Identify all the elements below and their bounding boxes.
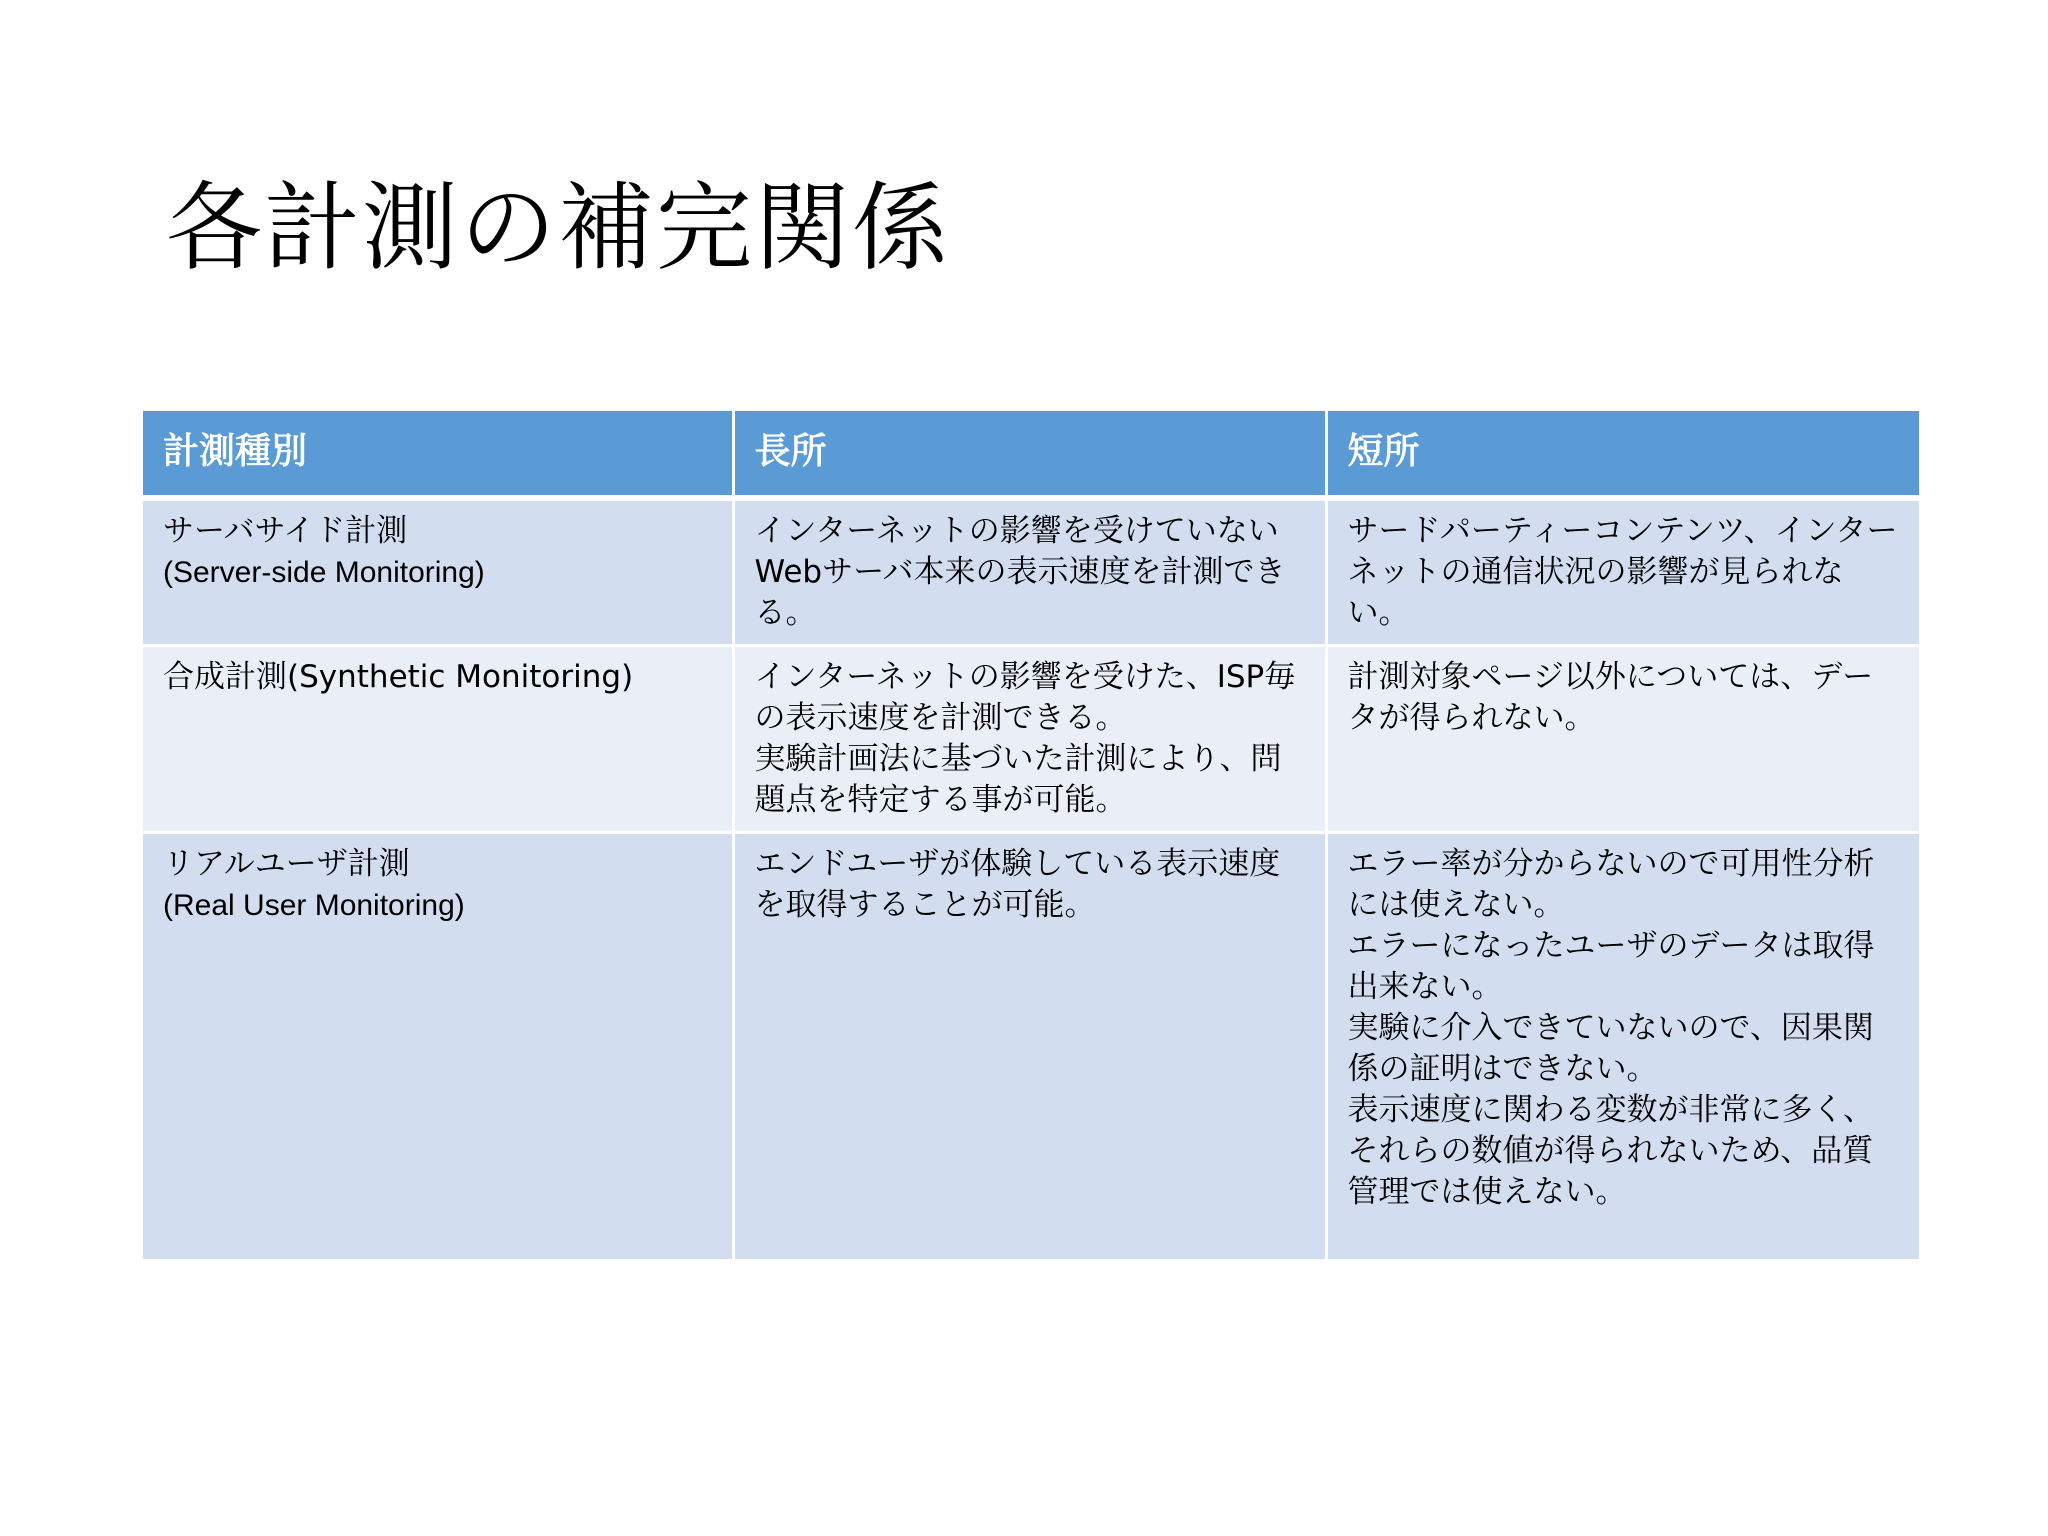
cell-pros — [733, 833, 1326, 1261]
slide-title: 各計測の補完関係 — [166, 172, 950, 284]
cell-type — [143, 833, 733, 1261]
cons-text: 計測対象ページ以外については、データが得られない。 — [1347, 659, 1874, 736]
table-header-row — [143, 411, 1919, 498]
table-row-server-side — [143, 498, 1919, 646]
cell-cons — [1326, 498, 1919, 646]
cons-text: エラー率が分からないので可用性分析には使えない。 — [1347, 846, 1875, 923]
header-pros: 長所 — [733, 411, 1326, 498]
cons-text: 表示速度に関わる変数が非常に多く、それらの数値が得られないため、品質管理では使えない。 — [1347, 1092, 1874, 1210]
cell-pros — [733, 498, 1326, 646]
header-cons: 短所 — [1326, 411, 1919, 498]
cell-cons — [1326, 833, 1919, 1261]
cell-type — [143, 498, 733, 646]
table-row-rum — [143, 833, 1919, 1261]
pros-text: インターネットの影響を受けていないWebサーバ本来の表示速度を計測できる。 — [754, 513, 1286, 631]
type-name: リアルユーザ計測 — [163, 846, 410, 882]
cons-text: 実験に介入できていないので、因果関係の証明はできない。 — [1347, 1010, 1874, 1087]
cons-text: エラーになったユーザのデータは取得出来ない。 — [1347, 928, 1875, 1005]
cell-cons — [1326, 646, 1919, 833]
cell-pros — [733, 646, 1326, 833]
cell-type — [143, 646, 733, 833]
table-row-synthetic — [143, 646, 1919, 833]
type-name: 合成計測(Synthetic Monitoring) — [163, 659, 634, 695]
type-name: サーバサイド計測 — [163, 513, 408, 549]
header-type: 計測種別 — [143, 411, 733, 498]
type-sub: (Server-side Monitoring) — [163, 556, 485, 589]
cons-text: サードパーティーコンテンツ、インターネットの通信状況の影響が見られない。 — [1347, 513, 1898, 631]
pros-text: 実験計画法に基づいた計測により、問題点を特定する事が可能。 — [754, 741, 1282, 818]
pros-text: インターネットの影響を受けた、ISP毎の表示速度を計測できる。 — [754, 659, 1296, 736]
pros-text: エンドユーザが体験している表示速度を取得することが可能。 — [754, 846, 1281, 923]
type-sub: (Real User Monitoring) — [163, 889, 465, 922]
comparison-table — [143, 411, 1919, 1262]
